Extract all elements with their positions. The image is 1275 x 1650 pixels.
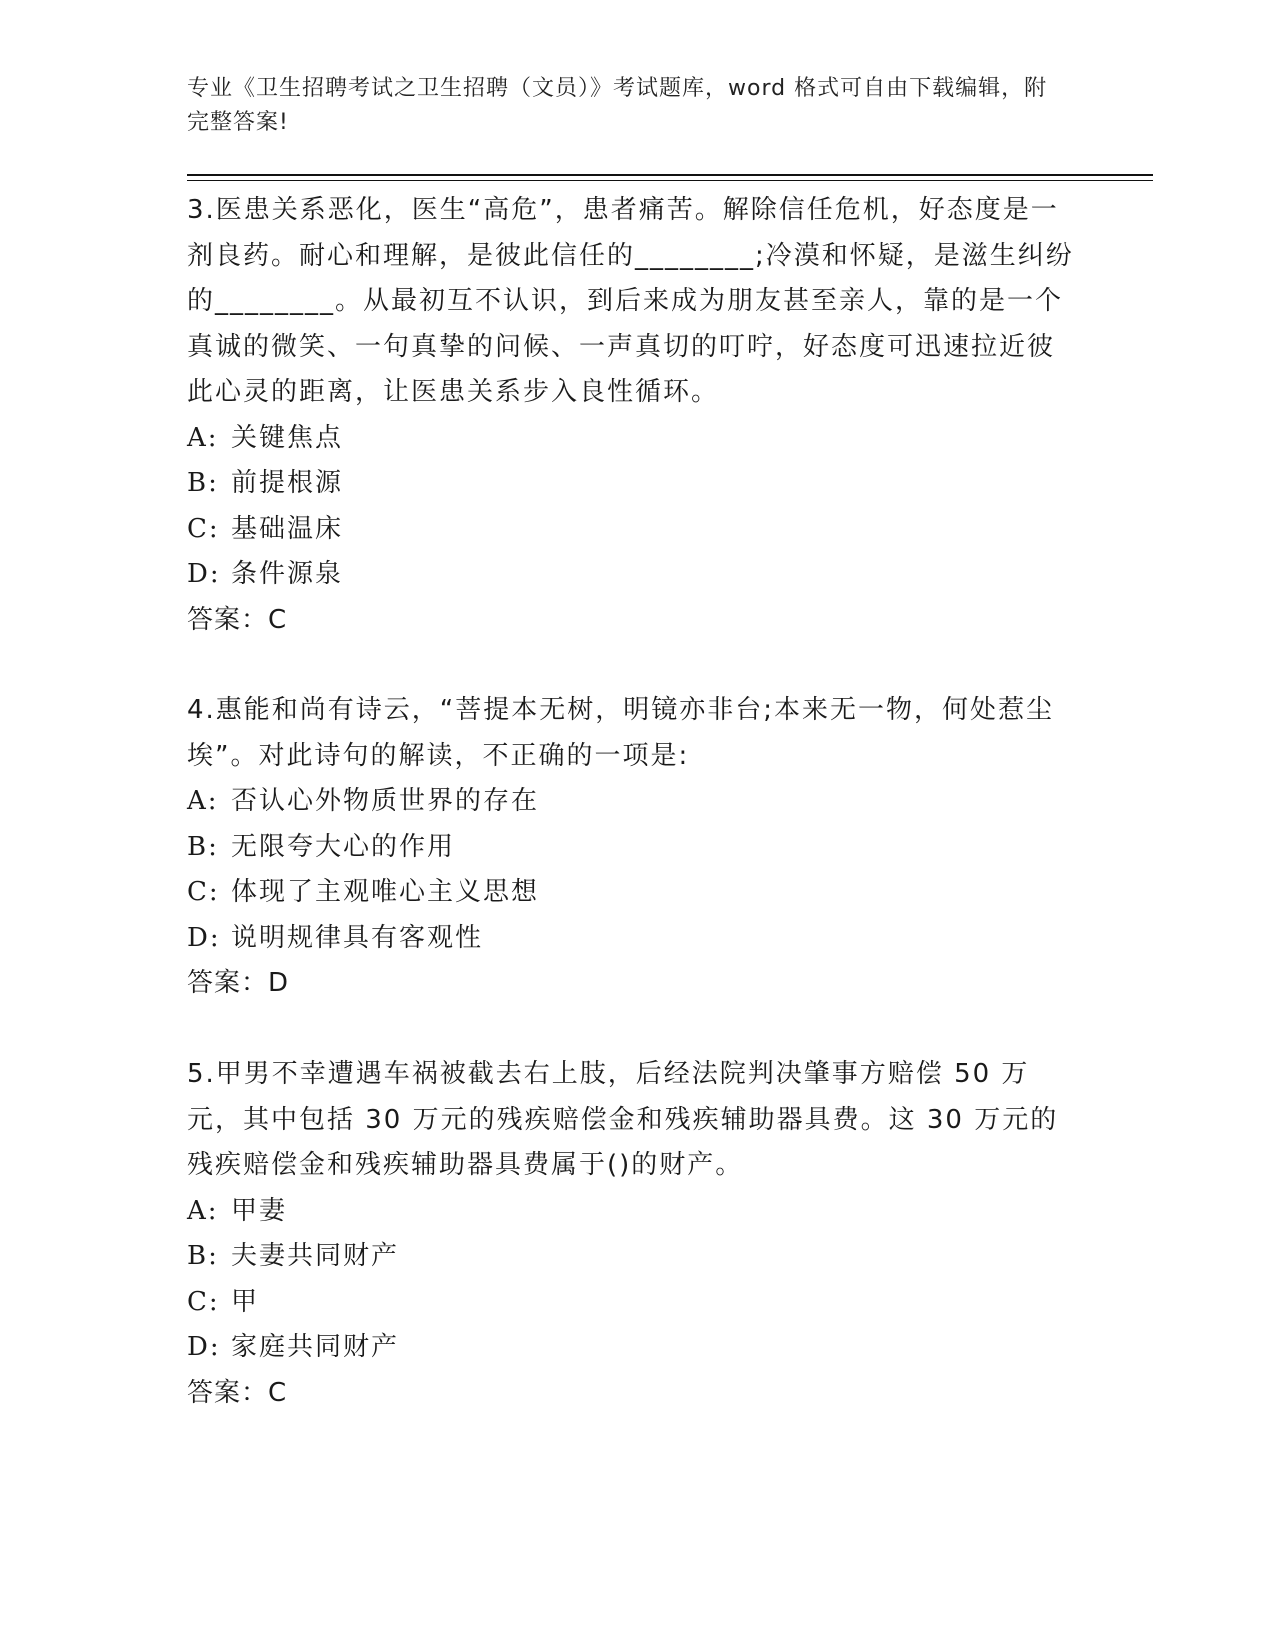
option-a [187,416,1077,462]
header-divider-thin [187,180,1153,181]
document-header: 专业《卫生招聘考试之卫生招聘（文员）》考试题库，word 格式可自由下载编辑，附完整答案! [187,76,1048,135]
option-a [187,779,1077,825]
option-text: 甲 [231,1286,260,1317]
option-c [187,870,1077,916]
option-key: A: [187,786,219,816]
option-a [187,1189,1077,1235]
option-key: C: [187,877,220,907]
option-c [187,1280,1077,1326]
option-key: C: [187,513,220,544]
option-text: 条件源泉 [231,559,344,589]
option-text: 夫妻共同财产 [231,1241,400,1271]
question-stem: 5.甲男不幸遭遇车祸被截去右上肢，后经法院判决肇事方赔偿 50 万元，其中包括 30 万元的残疾赔偿金和残疾辅助器具费。这 30 万元的残疾赔偿金和残疾辅助器具费属于()的财产。 [187,1059,1059,1180]
option-text: 家庭共同财产 [231,1332,400,1362]
option-b [187,825,1077,871]
option-text: 基础温床 [231,513,344,544]
question-4 [187,688,1077,1007]
option-key: D: [187,559,221,589]
option-key: D: [187,1332,221,1362]
option-text: 体现了主观唯心主义思想 [231,877,540,907]
answer-line: 答案：D [187,968,290,998]
option-key: A: [187,422,219,453]
option-d [187,552,1077,598]
question-5 [187,1052,1077,1416]
option-key: B: [187,831,219,862]
option-text: 前提根源 [231,468,344,498]
question-stem: 3.医患关系恶化，医生“高危”，患者痛苦。解除信任危机，好态度是一剂良药。耐心和理解，是彼此信任的________;冷漠和怀疑，是滋生纠纷的________。从最初互不认识，到后来成为朋友甚至亲人，靠的是一个真诚的微笑、一句真挚的问候、一声真切的叮咛，好态度可迅速拉近彼此心灵的距离，让医患关系步入良性循环。 [187,195,1074,407]
answer-line: 答案：C [187,604,288,635]
option-d [187,1325,1077,1371]
option-text: 甲妻 [231,1195,288,1226]
option-text: 说明规律具有客观性 [231,922,484,953]
option-key: A: [187,1195,219,1226]
option-b [187,1234,1077,1280]
option-key: B: [187,468,219,498]
option-text: 关键焦点 [231,422,344,453]
question-3 [187,188,1077,643]
option-key: D: [187,922,221,953]
option-b [187,461,1077,507]
option-text: 无限夸大心的作用 [231,831,456,862]
option-d [187,916,1077,962]
option-key: B: [187,1241,219,1271]
question-stem: 4.惠能和尚有诗云，“菩提本无树，明镜亦非台;本来无一物，何处惹尘埃”。对此诗句的解读，不正确的一项是: [187,695,1055,771]
option-c [187,507,1077,553]
option-key: C: [187,1286,220,1317]
answer-line: 答案：C [187,1377,288,1408]
header-divider-thick [187,174,1153,176]
option-text: 否认心外物质世界的存在 [231,786,540,816]
